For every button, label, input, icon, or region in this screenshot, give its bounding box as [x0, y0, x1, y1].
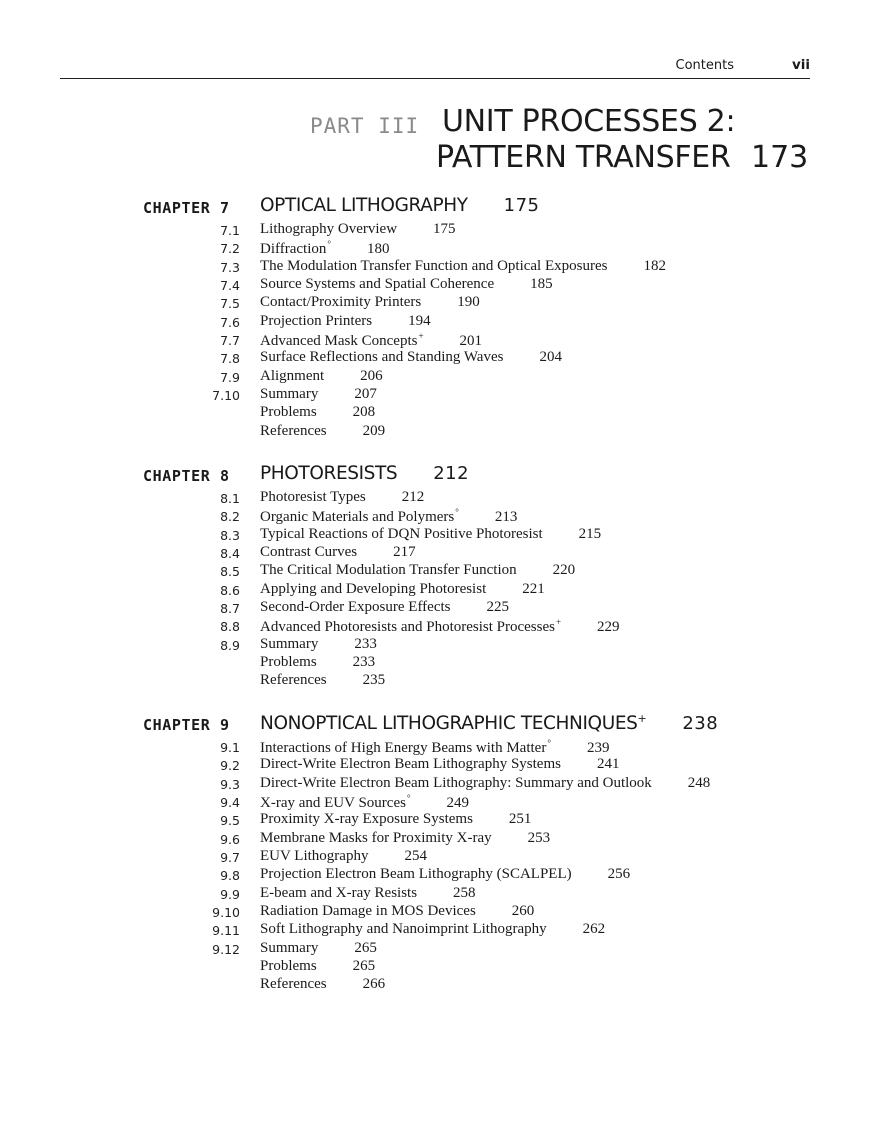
- section-page-number: 175: [433, 221, 456, 237]
- chapter-title-text: OPTICAL LITHOGRAPHY: [260, 195, 468, 216]
- section-page-number: 241: [596, 756, 620, 773]
- toc-entry: [0, 903, 871, 921]
- section-title: [260, 866, 630, 883]
- running-head-section: Contents: [675, 58, 734, 73]
- toc-entry: [0, 423, 871, 441]
- section-title: [260, 636, 377, 653]
- chapter-entries: [0, 489, 871, 691]
- chapter-label: CHAPTER 8: [143, 467, 230, 485]
- section-title: [260, 349, 562, 366]
- section-title-text: Surface Reflections and Standing Waves: [260, 349, 504, 366]
- section-title-text: Summary: [260, 939, 319, 956]
- chapter-page-number: 175: [503, 195, 540, 216]
- section-title: [260, 276, 553, 293]
- section-number: 8.9: [220, 637, 240, 653]
- section-page-number: 265: [354, 939, 377, 956]
- section-title-text: Lithography Overview: [260, 221, 398, 237]
- section-title: [260, 489, 424, 506]
- section-number: 8.6: [220, 582, 240, 598]
- toc-entry: [0, 811, 871, 829]
- chapter-title: [260, 195, 540, 216]
- part-label: PART III: [310, 114, 420, 138]
- section-title-text: References: [260, 976, 327, 993]
- toc-entry: [0, 599, 871, 617]
- section-title-text: Projection Printers: [260, 312, 373, 329]
- toc-entry: [0, 349, 871, 367]
- section-page-number: 265: [352, 958, 376, 975]
- toc-entry: [0, 848, 871, 866]
- section-number: 9.10: [212, 905, 240, 921]
- chapter-title-text: PHOTORESISTS: [260, 463, 398, 484]
- section-page-number: 209: [362, 422, 386, 439]
- toc-entry: [0, 368, 871, 386]
- section-title-text: Problems: [260, 958, 317, 975]
- toc-entry: [0, 976, 871, 994]
- section-title: [260, 976, 385, 993]
- section-page-number: 248: [687, 774, 711, 791]
- section-mark: +: [418, 331, 424, 342]
- section-title: [260, 404, 375, 421]
- section-title: [260, 654, 375, 671]
- section-title-text: Contrast Curves: [260, 544, 358, 561]
- section-page-number: 260: [511, 903, 535, 920]
- section-page-number: 225: [486, 599, 509, 616]
- part-heading: [0, 104, 871, 184]
- chapter-page-number: 238: [682, 713, 719, 734]
- section-title: [260, 313, 431, 330]
- section-title: [260, 848, 427, 865]
- section-number: 8.5: [220, 564, 240, 580]
- section-mark: °: [547, 738, 551, 748]
- chapter-page-number: 212: [433, 463, 470, 484]
- section-number: 7.9: [220, 369, 240, 385]
- chapter-entries: [0, 221, 871, 441]
- section-number: 7.2: [220, 241, 240, 257]
- section-number: 9.5: [220, 813, 240, 829]
- section-page-number: 217: [393, 544, 416, 561]
- section-title-text: Summary: [260, 386, 319, 403]
- section-title: [260, 368, 383, 385]
- toc-entry: [0, 507, 871, 525]
- section-title: [260, 793, 469, 812]
- section-title: [260, 581, 545, 598]
- section-title: [260, 903, 534, 920]
- toc-entry: [0, 404, 871, 422]
- section-number: 9.6: [220, 831, 240, 847]
- section-number: 9.3: [220, 776, 240, 792]
- section-page-number: 249: [446, 795, 470, 812]
- section-page-number: 266: [362, 976, 386, 993]
- section-number: 8.2: [220, 509, 240, 525]
- section-number: 7.4: [220, 278, 240, 294]
- chapter-title-text: NONOPTICAL LITHOGRAPHIC TECHNIQUES: [260, 713, 638, 734]
- section-title: [260, 507, 517, 526]
- section-number: 9.8: [220, 868, 240, 884]
- section-title-text: Interactions of High Energy Beams with Matter: [260, 740, 547, 756]
- section-page-number: 253: [527, 829, 551, 846]
- section-title-text: E-beam and X-ray Resists: [260, 884, 418, 901]
- section-title-text: Second-Order Exposure Effects: [260, 599, 451, 616]
- part-title-line1: UNIT PROCESSES 2:: [442, 104, 736, 139]
- section-number: 7.1: [220, 223, 240, 238]
- section-page-number: 256: [607, 866, 631, 883]
- section-title: [260, 811, 531, 828]
- chapter-title: [260, 463, 469, 484]
- section-number: 9.7: [220, 850, 240, 866]
- section-mark: °: [327, 239, 331, 250]
- section-title: [260, 221, 456, 238]
- section-mark: °: [455, 507, 459, 518]
- section-title: [260, 386, 377, 403]
- section-number: 9.9: [220, 886, 240, 902]
- chapter-label: CHAPTER 7: [143, 199, 230, 217]
- section-title: [260, 599, 509, 616]
- toc-entry: [0, 885, 871, 903]
- section-title-text: Applying and Developing Photoresist: [260, 580, 487, 597]
- section-mark: +: [555, 617, 562, 628]
- toc-entry: [0, 562, 871, 580]
- section-number: 7.8: [220, 351, 240, 367]
- section-number: 8.4: [220, 546, 240, 562]
- toc-entry: [0, 738, 871, 756]
- section-title-text: Advanced Photoresists and Photoresist Processes: [260, 619, 555, 636]
- toc-entry: [0, 654, 871, 672]
- section-title-text: Typical Reactions of DQN Positive Photoresist: [260, 525, 543, 542]
- toc-entry: [0, 958, 871, 976]
- part-title-line2: PATTERN TRANSFER: [436, 140, 731, 175]
- toc-entry: [0, 636, 871, 654]
- toc-entry: [0, 866, 871, 884]
- toc-entry: [0, 775, 871, 793]
- section-page-number: 235: [362, 672, 386, 689]
- section-title-text: Projection Electron Beam Lithography (SCALPEL): [260, 866, 572, 883]
- section-number: 9.12: [212, 941, 240, 957]
- section-page-number: 233: [352, 654, 376, 671]
- section-number: 7.7: [220, 333, 240, 349]
- section-title: [260, 423, 385, 440]
- section-title-text: Radiation Damage in MOS Devices: [260, 903, 476, 920]
- section-page-number: 212: [401, 489, 425, 505]
- section-page-number: 221: [522, 580, 545, 597]
- toc-entry: [0, 756, 871, 774]
- section-title: [260, 756, 619, 773]
- section-title: [260, 885, 476, 902]
- section-title: [260, 239, 389, 258]
- section-number: 7.10: [212, 388, 240, 404]
- toc-entry: [0, 331, 871, 349]
- section-title-text: References: [260, 672, 327, 689]
- section-title-text: Soft Lithography and Nanoimprint Lithography: [260, 921, 547, 938]
- section-number: 8.1: [220, 491, 240, 506]
- toc-entry: [0, 793, 871, 811]
- section-title-text: References: [260, 422, 327, 439]
- toc-entry: [0, 258, 871, 276]
- section-title: [260, 258, 666, 275]
- section-title-text: Photoresist Types: [260, 489, 366, 505]
- section-title-text: Direct-Write Electron Beam Lithography Systems: [260, 756, 561, 773]
- section-title: [260, 940, 377, 957]
- section-title: [260, 617, 620, 636]
- section-title: [260, 672, 385, 689]
- section-page-number: 180: [366, 241, 390, 258]
- section-number: 8.3: [220, 527, 240, 543]
- toc-entry: [0, 581, 871, 599]
- section-title-text: Membrane Masks for Proximity X-ray: [260, 829, 492, 846]
- section-number: 9.2: [220, 758, 240, 774]
- section-title-text: Summary: [260, 635, 319, 652]
- section-page-number: 229: [597, 619, 620, 636]
- chapter-label: CHAPTER 9: [143, 716, 230, 734]
- toc-entry: [0, 526, 871, 544]
- section-title-text: Organic Materials and Polymers: [260, 509, 455, 526]
- toc-entry: [0, 313, 871, 331]
- toc-entry: [0, 830, 871, 848]
- section-number: 7.5: [220, 296, 240, 312]
- section-page-number: 254: [404, 848, 427, 865]
- section-title-text: The Modulation Transfer Function and Optical Exposures: [260, 257, 608, 274]
- section-page-number: 213: [494, 509, 518, 526]
- section-title: [260, 294, 480, 311]
- section-page-number: 201: [459, 333, 483, 350]
- section-title: [260, 544, 416, 561]
- chapter-title: [260, 712, 718, 734]
- toc-entry: [0, 276, 871, 294]
- section-title: [260, 958, 375, 975]
- toc-entry: [0, 239, 871, 257]
- section-mark: °: [406, 793, 411, 804]
- section-title-text: Problems: [260, 654, 317, 671]
- section-page-number: 194: [408, 312, 431, 329]
- section-number: 9.4: [220, 795, 240, 811]
- section-page-number: 251: [508, 811, 532, 828]
- section-title: [260, 775, 710, 792]
- toc-entry: [0, 544, 871, 562]
- section-page-number: 204: [539, 349, 562, 366]
- section-page-number: 185: [530, 276, 553, 293]
- section-number: 8.7: [220, 601, 240, 617]
- section-title: [260, 830, 550, 847]
- section-page-number: 220: [552, 562, 576, 579]
- section-title-text: Direct-Write Electron Beam Lithography: Summary and Outlook: [260, 774, 652, 791]
- toc-entry: [0, 921, 871, 939]
- section-title: [260, 562, 575, 579]
- section-title-text: X-ray and EUV Sources: [260, 795, 406, 812]
- running-head-page-number: vii: [791, 57, 810, 73]
- section-title-text: EUV Lithography: [260, 848, 369, 865]
- part-page-number: 173: [751, 140, 809, 175]
- section-page-number: 208: [352, 404, 376, 421]
- section-title: [260, 921, 605, 938]
- chapter-entries: [0, 738, 871, 995]
- toc-entry: [0, 221, 871, 239]
- section-title: [260, 738, 609, 757]
- section-title-text: Advanced Mask Concepts: [260, 333, 418, 350]
- section-number: 9.11: [212, 923, 240, 939]
- toc-entry: [0, 294, 871, 312]
- toc-entry: [0, 386, 871, 404]
- section-page-number: 258: [453, 884, 476, 901]
- section-title: [260, 331, 482, 350]
- toc-entry: [0, 617, 871, 635]
- section-title-text: Proximity X-ray Exposure Systems: [260, 811, 473, 828]
- section-page-number: 207: [354, 386, 377, 403]
- section-page-number: 215: [578, 525, 602, 542]
- toc-entry: [0, 672, 871, 690]
- chapter-title-mark: +: [637, 712, 647, 725]
- section-title: [260, 526, 601, 543]
- section-page-number: 239: [586, 740, 610, 756]
- section-page-number: 182: [643, 257, 666, 274]
- section-title-text: Source Systems and Spatial Coherence: [260, 276, 495, 293]
- section-title-text: Diffraction: [260, 241, 327, 258]
- section-title-text: Contact/Proximity Printers: [260, 294, 422, 311]
- section-title-text: The Critical Modulation Transfer Function: [260, 562, 517, 579]
- toc-entry: [0, 940, 871, 958]
- section-number: 7.6: [220, 314, 240, 330]
- section-page-number: 262: [582, 921, 606, 938]
- section-page-number: 233: [354, 635, 377, 652]
- section-number: 8.8: [220, 619, 240, 635]
- section-page-number: 190: [457, 294, 480, 311]
- section-number: 9.1: [220, 740, 240, 755]
- section-title-text: Problems: [260, 404, 317, 421]
- section-title-text: Alignment: [260, 367, 325, 384]
- toc-entry: [0, 489, 871, 507]
- section-page-number: 206: [360, 367, 383, 384]
- running-head: [60, 56, 810, 79]
- section-number: 7.3: [220, 259, 240, 275]
